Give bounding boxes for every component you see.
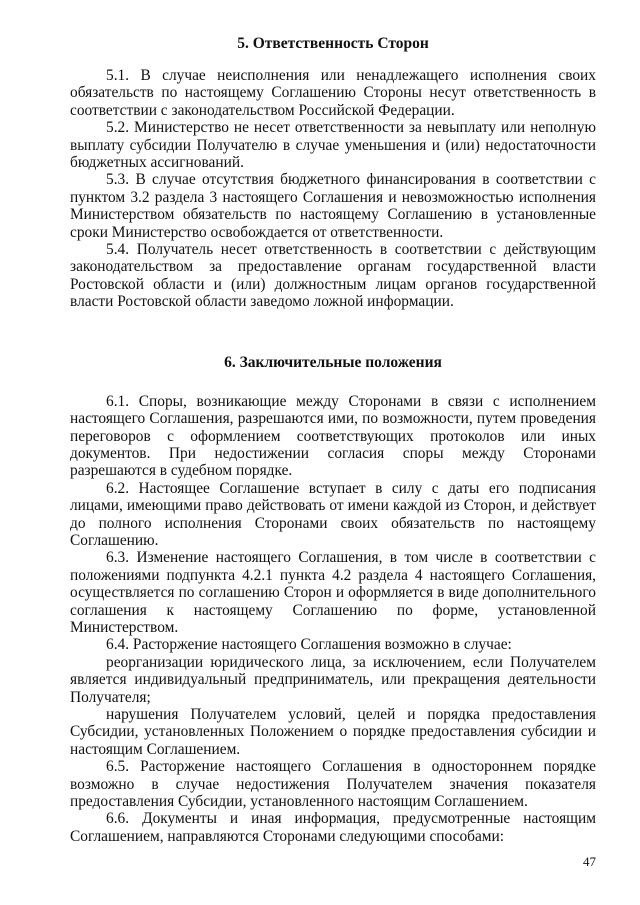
paragraph-6-4: 6.4. Расторжение настоящего Соглашения возможно в случае: (106, 636, 512, 654)
paragraph-6-4-item-1: реорганизации юридического лица, за исключением, если Получателем является индивидуальный предприниматель, или прекращения деятельности Получателя; (70, 653, 596, 706)
paragraph-6-1: 6.1. Споры, возникающие между Сторонами в связи с исполнением настоящего Соглашения, разрешаются ими, по возможности, путем проведения переговоров с оформлением соответствующих протоколов или иных документов. При недостижении согласия споры между Сторонами разрешаются в судебном порядке. (70, 392, 596, 480)
paragraph-5-1: 5.1. В случае неисполнения или ненадлежащего исполнения своих обязательств по настоящему Соглашению Стороны несут ответственность в соответствии с законодательством Российской Федерации. (70, 67, 596, 119)
section-6-title: 6. Заключительные положения (224, 353, 442, 371)
paragraph-5-2: 5.2. Министерство не несет ответственности за невыплату или неполную выплату субсидии Получателю в случае уменьшения и (или) недостаточности бюджетных ассигнований. (70, 119, 596, 172)
document-page (70, 34, 596, 845)
paragraph-6-3: 6.3. Изменение настоящего Соглашения, в том числе в соответствии с положениями подпункта 4.2.1 пункта 4.2 раздела 4 настоящего Соглашения, осуществляется по соглашению Сторон и оформляется в виде дополнительного соглашения к настоящему Соглашению по форме, установленной Министерством. (70, 549, 596, 636)
paragraph-6-4-item-2: нарушения Получателем условий, целей и порядка предоставления Субсидии, установленных Положением о порядке предоставления субсидии и настоящим Соглашением. (70, 706, 596, 758)
paragraph-6-6: 6.6. Документы и иная информация, предусмотренные настоящим Соглашением, направляются Сторонами следующими способами: (70, 810, 596, 845)
paragraph-5-3: 5.3. В случае отсутствия бюджетного финансирования в соответствии с пунктом 3.2 раздела 3 настоящего Соглашения и невозможностью исполнения Министерством обязательств по настоящему Соглашению в установленные сроки Министерство освобождается от ответственности. (70, 171, 596, 241)
paragraph-6-2: 6.2. Настоящее Соглашение вступает в силу с даты его подписания лицами, имеющими право действовать от имени каждой из Сторон, и действует до полного исполнения Сторонами своих обязательств по настоящему Соглашению. (70, 479, 596, 549)
paragraph-5-4: 5.4. Получатель несет ответственность в соответствии с действующим законодательством за предоставление органам государственной власти Ростовской области и (или) должностным лицам органов государственной власти Ростовской области заведомо ложной информации. (70, 241, 596, 311)
page-number: 47 (583, 854, 596, 869)
section-5-title: 5. Ответственность Сторон (237, 35, 429, 52)
paragraph-6-5: 6.5. Расторжение настоящего Соглашения в одностороннем порядке возможно в случае недостижения Получателем значения показателя предоставления Субсидии, установленного настоящим Соглашением. (70, 758, 596, 811)
